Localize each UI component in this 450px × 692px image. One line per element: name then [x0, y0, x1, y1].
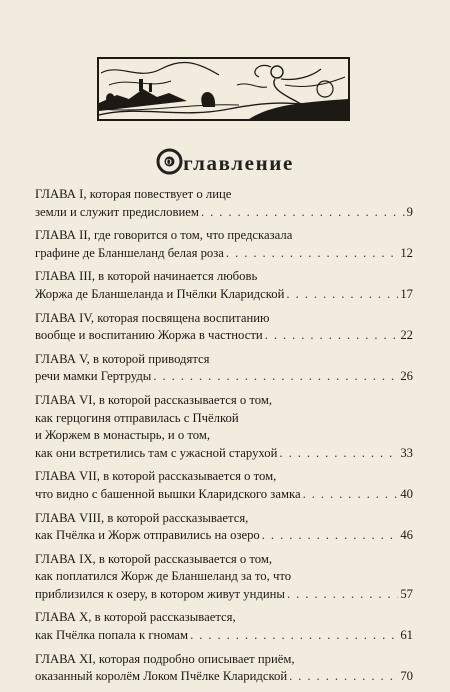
dot-leader [286, 286, 398, 304]
toc-entry-last-line [35, 486, 413, 504]
dot-leader [279, 445, 398, 463]
toc-entry[interactable] [35, 651, 413, 686]
toc-entry-line: ГЛАВА III, в которой начинается любовь [35, 269, 258, 284]
toc-entry[interactable] [35, 268, 413, 303]
dot-leader [287, 586, 398, 604]
toc-entry-last-line [35, 327, 413, 345]
dot-leader [153, 368, 398, 386]
toc-entry-line: как герцогиня отправилась с Пчёлкой [35, 410, 239, 425]
title-text: главление [183, 151, 294, 175]
page-number: 57 [400, 586, 413, 601]
page-number: 70 [400, 669, 413, 684]
dot-leader [289, 668, 398, 686]
toc-entry[interactable] [35, 310, 413, 345]
page-number: 26 [400, 369, 413, 384]
page-number: 61 [400, 628, 413, 643]
decorative-vignette [97, 57, 350, 121]
toc-entry-line: ГЛАВА IX, в которой рассказывается о том, [35, 551, 273, 566]
toc-entry-last-line [35, 286, 413, 304]
toc-entry-line: ГЛАВА X, в которой рассказывается, [35, 610, 236, 625]
toc-entry-line: как они встретились там с ужасной старухой [35, 445, 278, 460]
toc-entry-line: приблизился к озеру, в котором живут ундины [35, 586, 285, 601]
toc-entry-line: графине де Бланшеланд белая роза [35, 245, 224, 260]
toc-entry[interactable] [35, 227, 413, 262]
page-number: 22 [400, 328, 413, 343]
toc-entry-last-line [35, 245, 413, 263]
page-number: 12 [400, 245, 413, 260]
toc-entry-line: земли и служит предисловием [35, 204, 199, 219]
toc-entry-line: и Жоржем в монастырь, и о том, [35, 428, 211, 443]
toc-entry[interactable] [35, 468, 413, 503]
page-number: 17 [400, 286, 413, 301]
toc-entry-last-line [35, 445, 413, 463]
toc-entry-line: ГЛАВА V, в которой приводятся [35, 351, 210, 366]
toc-entry-last-line [35, 586, 413, 604]
toc-entry-line: оказанный королём Локом Пчёлке Кларидской [35, 669, 288, 684]
dot-leader [190, 627, 398, 645]
page-number: 33 [400, 445, 413, 460]
table-of-contents [35, 186, 413, 692]
toc-entry-line: ГЛАВА II, где говорится о том, что предсказала [35, 228, 293, 243]
dot-leader [201, 204, 405, 222]
ornamental-initial [156, 148, 183, 175]
toc-entry[interactable] [35, 609, 413, 644]
toc-entry-line: вообще и воспитанию Жоржа в частности [35, 328, 263, 343]
toc-entry-line: ГЛАВА VII, в которой рассказывается о том, [35, 469, 277, 484]
toc-entry[interactable] [35, 510, 413, 545]
page-number: 9 [406, 204, 413, 219]
dot-leader [265, 327, 399, 345]
landscape-illustration [99, 59, 348, 119]
toc-entry[interactable] [35, 186, 413, 221]
toc-entry-line: что видно с башенной вышки Кларидского замка [35, 486, 301, 501]
toc-entry[interactable] [35, 392, 413, 462]
toc-entry-line: ГЛАВА IV, которая посвящена воспитанию [35, 310, 270, 325]
toc-entry-last-line [35, 668, 413, 686]
dot-leader [262, 527, 399, 545]
toc-entry-last-line [35, 627, 413, 645]
toc-entry-line: ГЛАВА VIII, в которой рассказывается, [35, 510, 249, 525]
toc-entry[interactable] [35, 351, 413, 386]
toc-entry[interactable] [35, 551, 413, 604]
toc-entry-line: речи мамки Гертруды [35, 369, 152, 384]
toc-entry-line: ГЛАВА VI, в которой рассказывается о том, [35, 392, 273, 407]
toc-entry-last-line [35, 368, 413, 386]
page-number: 46 [400, 528, 413, 543]
toc-entry-line: как Пчёлка попала к гномам [35, 628, 189, 643]
toc-entry-last-line [35, 204, 413, 222]
toc-entry-last-line [35, 527, 413, 545]
toc-entry-line: как поплатился Жорж де Бланшеланд за то, что [35, 569, 292, 584]
page-title [0, 148, 450, 176]
svg-text:О: О [165, 157, 174, 167]
page-number: 40 [400, 486, 413, 501]
dot-leader [303, 486, 399, 504]
dot-leader [226, 245, 398, 263]
toc-entry-line: как Пчёлка и Жорж отправились на озеро [35, 528, 260, 543]
toc-entry-line: Жоржа де Бланшеланда и Пчёлки Кларидской [35, 286, 285, 301]
toc-entry-line: ГЛАВА XI, которая подробно описывает приём, [35, 651, 295, 666]
toc-entry-line: ГЛАВА I, которая повествует о лице [35, 187, 232, 201]
